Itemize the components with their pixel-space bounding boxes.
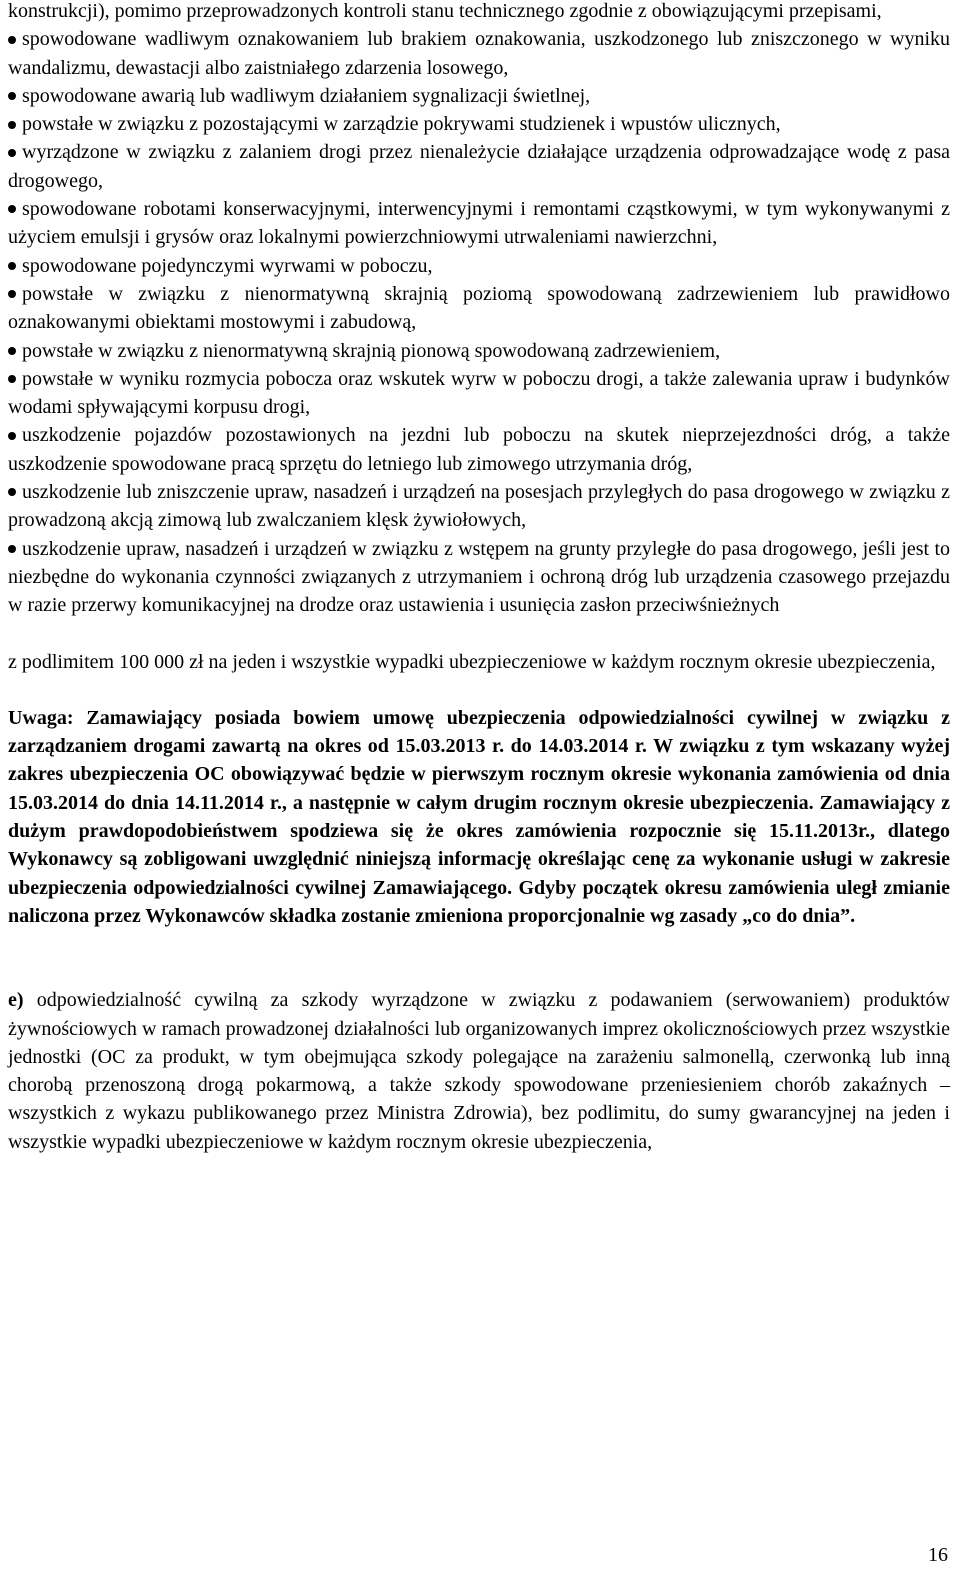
note-paragraph [8,704,950,930]
bullet-icon [8,347,16,355]
bullet-icon [8,205,16,213]
bullet-icon [8,290,16,298]
bullet-icon [8,92,16,100]
page-number: 16 [928,1544,948,1566]
list-item: powstałe w związku z nienormatywną skrajnią pionową spowodowaną zadrzewieniem, [8,337,950,365]
bullet-icon [8,375,16,383]
document-page [8,0,950,1156]
bullet-list [8,25,950,619]
list-item: powstałe w związku z pozostającymi w zarządzie pokrywami studzienek i wpustów ulicznych, [8,110,950,138]
sublimit-paragraph: z podlimitem 100 000 zł na jeden i wszystkie wypadki ubezpieczeniowe w każdym rocznym okresie ubezpieczenia, [8,650,936,673]
section-e-paragraph [8,986,950,1156]
section-e-text: odpowiedzialność cywilną za szkody wyrządzone w związku z podawaniem (serwowaniem) produktów żywnościowych w ramach prowadzonej działalności lub organizowanych imprez okolicznościowych przez wszystkie jednostki (OC za produkt, w tym obejmująca szkody polegające na zarażeniu salmonellą, czerwonką lub inną chorobą przenoszoną drogą pokarmową, a także szkody spowodowane przeniesieniem chorób zakaźnych – wszystkich z wykazu publikowanego przez Ministra Zdrowia), bez podlimitu, do sumy gwarancyjnej na jeden i wszystkie wypadki ubezpieczeniowe w każdym rocznym okresie ubezpieczenia, [8,989,950,1153]
list-item: spowodowane awarią lub wadliwym działaniem sygnalizacji świetlnej, [8,82,950,110]
list-item: wyrządzone w związku z zalaniem drogi przez nienależycie działające urządzenia odprowadzające wodę z pasa drogowego, [8,141,950,192]
bullet-icon [8,488,16,496]
note-text: Uwaga: Zamawiający posiada bowiem umowę ubezpieczenia odpowiedzialności cywilnej w związku z zarządzaniem drogami zawartą na okres od 15.03.2013 r. do 14.03.2014 r. W związku z tym wskazany wyżej zakres ubezpieczenia OC obowiązywać będzie w pierwszym rocznym okresie wykonania zamówienia od dnia 15.03.2014 do dnia 14.11.2014 r., a następnie w całym drugim rocznym okresie ubezpieczenia. Zamawiający z dużym prawdopodobieństwem spodziewa się że okres zamówienia rozpocznie się 15.11.2013r., dlatego Wykonawcy są zobligowani uwzględnić niniejszą informację określając cenę za wykonanie usługi w zakresie ubezpieczenia odpowiedzialności cywilnej Zamawiającego. Gdyby początek okresu zamówienia uległ zmianie naliczona przez Wykonawców składka zostanie zmieniona proporcjonalnie wg zasady „co do dnia”. [8,706,950,927]
list-item: uszkodzenie lub zniszczenie upraw, nasadzeń i urządzeń na posesjach przyległych do pasa drogowego w związku z prowadzoną akcją zimową lub zwalczaniem klęsk żywiołowych, [8,481,950,532]
list-item: spowodowane pojedynczymi wyrwami w poboczu, [8,252,950,280]
section-e-label: e) [8,989,24,1012]
bullet-icon [8,545,16,553]
bullet-icon [8,262,16,270]
list-item: uszkodzenie pojazdów pozostawionych na jezdni lub poboczu na skutek nieprzejezdności dróg, a także uszkodzenie spowodowane pracą sprzętu do letniego lub zimowego utrzymania dróg, [8,424,950,475]
list-item: powstałe w związku z nienormatywną skrajnią poziomą spowodowaną zadrzewieniem lub prawidłowo oznakowanymi obiektami mostowymi i zabudową, [8,282,950,334]
bullet-icon [8,149,16,157]
intro-paragraph: konstrukcji), pomimo przeprowadzonych kontroli stanu technicznego zgodnie z obowiązującymi przepisami, [8,0,882,22]
list-item: spowodowane robotami konserwacyjnymi, interwencyjnymi i remontami cząstkowymi, w tym wykonywanymi z użyciem emulsji i grysów oraz lokalnymi powierzchniowymi utrwaleniami nawierzchni, [8,198,950,249]
bullet-icon [8,121,16,129]
list-item: powstałe w wyniku rozmycia pobocza oraz wskutek wyrw w poboczu drogi, a także zalewania upraw i budynków wodami spływającymi korpusu drogi, [8,367,950,419]
bullet-icon [8,36,16,44]
list-item: spowodowane wadliwym oznakowaniem lub brakiem oznakowania, uszkodzonego lub zniszczonego w wyniku wandalizmu, dewastacji albo zaistniałego zdarzenia losowego, [8,28,950,79]
bullet-icon [8,432,16,440]
list-item: uszkodzenie upraw, nasadzeń i urządzeń w związku z wstępem na grunty przyległe do pasa drogowego, jeśli jest to niezbędne do wykonania czynności związanych z utrzymaniem i ochroną dróg lub urządzenia czasowego przejazdu w razie przerwy komunikacyjnej na drodze oraz ustawienia i usunięcia zasłon przeciwśnieżnych [8,537,950,617]
